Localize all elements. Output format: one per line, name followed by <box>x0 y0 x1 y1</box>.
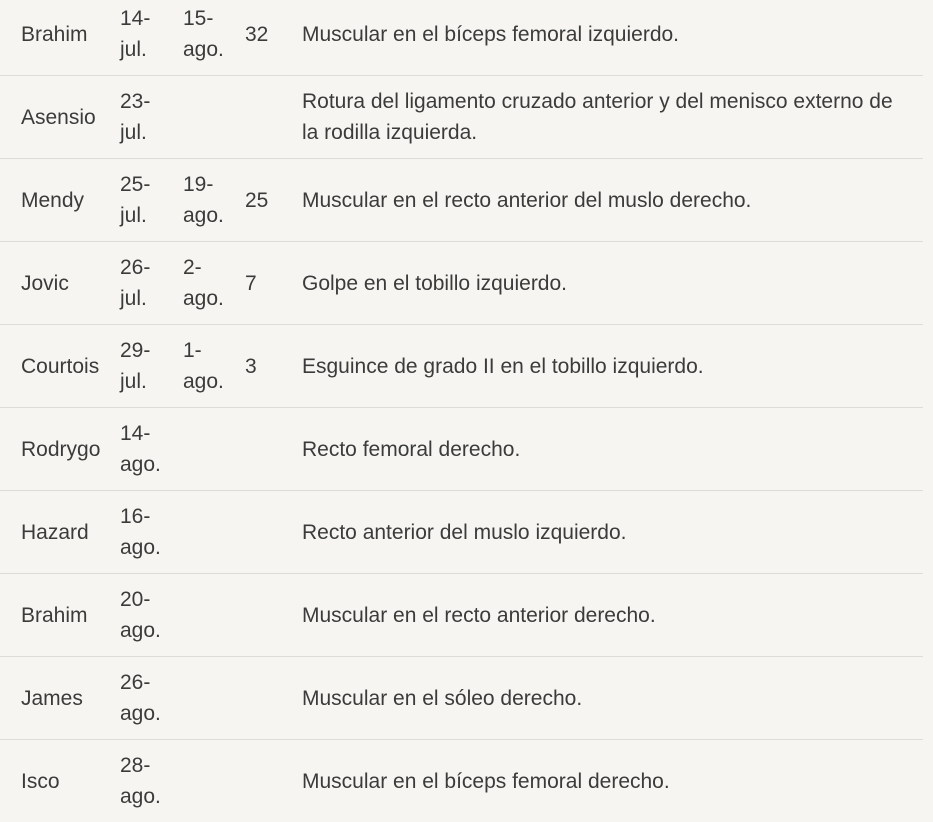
days-out-cell <box>245 76 302 159</box>
date-month: ago. <box>120 781 183 812</box>
injury-description-cell: Esguince de grado II en el tobillo izquierdo. <box>302 325 923 408</box>
injury-date-cell <box>120 408 183 491</box>
injury-date-cell <box>120 0 183 76</box>
return-date-cell <box>183 325 245 408</box>
return-date-cell <box>183 574 245 657</box>
table-row <box>0 0 923 76</box>
date-day: 25- <box>120 169 183 200</box>
days-out-cell: 7 <box>245 242 302 325</box>
player-name-cell: Asensio <box>0 76 120 159</box>
injury-description-cell: Muscular en el bíceps femoral izquierdo. <box>302 0 923 76</box>
return-date-cell <box>183 491 245 574</box>
player-name-cell: Jovic <box>0 242 120 325</box>
injury-date-cell <box>120 657 183 740</box>
date-day: 16- <box>120 501 183 532</box>
date-day: 14- <box>120 418 183 449</box>
date-month: ago. <box>183 200 245 231</box>
injury-description-cell: Muscular en el bíceps femoral derecho. <box>302 740 923 822</box>
table-row <box>0 76 923 159</box>
injury-description-cell: Recto anterior del muslo izquierdo. <box>302 491 923 574</box>
date-month: jul. <box>120 366 183 397</box>
table-row <box>0 408 923 491</box>
date-day: 26- <box>120 667 183 698</box>
date-day: 29- <box>120 335 183 366</box>
date-day: 26- <box>120 252 183 283</box>
return-date-cell <box>183 657 245 740</box>
date-day: 15- <box>183 3 245 34</box>
return-date-cell <box>183 408 245 491</box>
days-out-cell: 3 <box>245 325 302 408</box>
player-name-cell: Brahim <box>0 0 120 76</box>
date-month: ago. <box>120 698 183 729</box>
days-out-cell <box>245 491 302 574</box>
date-day: 19- <box>183 169 245 200</box>
date-month: jul. <box>120 200 183 231</box>
table-row <box>0 740 923 822</box>
return-date-cell <box>183 159 245 242</box>
date-month: ago. <box>183 283 245 314</box>
date-month: ago. <box>120 449 183 480</box>
table-row <box>0 325 923 408</box>
injury-date-cell <box>120 491 183 574</box>
player-name-cell: Brahim <box>0 574 120 657</box>
injury-date-cell <box>120 325 183 408</box>
days-out-cell <box>245 408 302 491</box>
date-day: 23- <box>120 86 183 117</box>
injury-date-cell <box>120 159 183 242</box>
injury-description-cell: Golpe en el tobillo izquierdo. <box>302 242 923 325</box>
date-month: ago. <box>183 34 245 65</box>
date-day: 1- <box>183 335 245 366</box>
table-row <box>0 242 923 325</box>
days-out-cell <box>245 657 302 740</box>
return-date-cell <box>183 76 245 159</box>
player-name-cell: James <box>0 657 120 740</box>
date-month: jul. <box>120 117 183 148</box>
days-out-cell <box>245 740 302 822</box>
date-month: ago. <box>120 532 183 563</box>
injury-description-cell: Muscular en el recto anterior del muslo derecho. <box>302 159 923 242</box>
table-row <box>0 491 923 574</box>
days-out-cell: 25 <box>245 159 302 242</box>
date-day: 20- <box>120 584 183 615</box>
return-date-cell <box>183 740 245 822</box>
date-month: ago. <box>120 615 183 646</box>
injury-description-cell: Rotura del ligamento cruzado anterior y del menisco externo de la rodilla izquierda. <box>302 76 923 159</box>
days-out-cell <box>245 574 302 657</box>
player-name-cell: Courtois <box>0 325 120 408</box>
return-date-cell <box>183 242 245 325</box>
player-name-cell: Mendy <box>0 159 120 242</box>
injury-date-cell <box>120 76 183 159</box>
date-month: ago. <box>183 366 245 397</box>
date-day: 14- <box>120 3 183 34</box>
injury-date-cell <box>120 740 183 822</box>
injury-description-cell: Recto femoral derecho. <box>302 408 923 491</box>
injury-description-cell: Muscular en el recto anterior derecho. <box>302 574 923 657</box>
player-name-cell: Rodrygo <box>0 408 120 491</box>
date-day: 28- <box>120 750 183 781</box>
player-name-cell: Hazard <box>0 491 120 574</box>
days-out-cell: 32 <box>245 0 302 76</box>
table-row <box>0 159 923 242</box>
injury-date-cell <box>120 574 183 657</box>
table-row <box>0 657 923 740</box>
injury-date-cell <box>120 242 183 325</box>
injury-description-cell: Muscular en el sóleo derecho. <box>302 657 923 740</box>
return-date-cell <box>183 0 245 76</box>
date-month: jul. <box>120 34 183 65</box>
table-row <box>0 574 923 657</box>
date-month: jul. <box>120 283 183 314</box>
player-name-cell: Isco <box>0 740 120 822</box>
date-day: 2- <box>183 252 245 283</box>
